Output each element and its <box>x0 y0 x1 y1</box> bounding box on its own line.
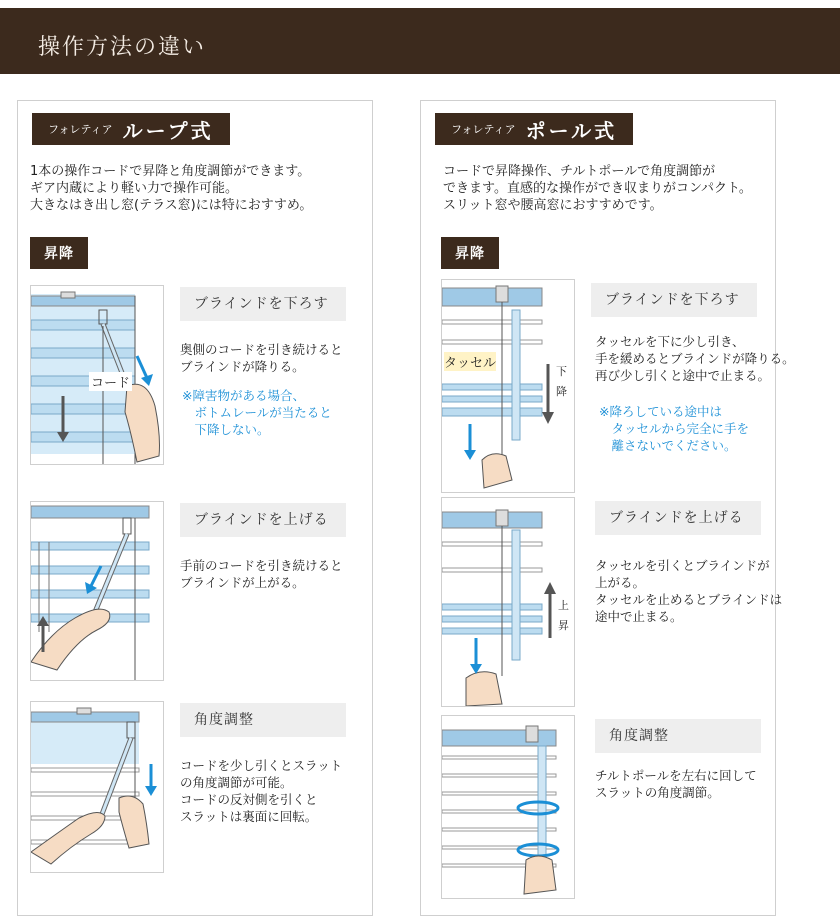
text-line: ブラインドが降りる。 <box>180 359 305 374</box>
step-raise-text <box>180 557 343 591</box>
text-line: 上がる。 <box>595 575 646 590</box>
method-label: ポール式 <box>525 118 618 143</box>
note-line: ※降ろしている途中は <box>599 404 722 419</box>
note-line: 離さないでください。 <box>599 438 737 453</box>
step-raise-title: ブラインドを上げる <box>595 501 761 535</box>
step-raise-title: ブラインドを上げる <box>180 503 346 537</box>
desc-line: スリット窓や腰高窓におすすめです。 <box>443 198 663 213</box>
loop-description <box>30 163 370 214</box>
desc-line: できます。直感的な操作ができ収まりがコンパクト。 <box>443 181 752 196</box>
step-lower-title: ブラインドを下ろす <box>180 287 346 321</box>
text-line: 奥側のコードを引き続けると <box>180 342 343 357</box>
up-char: 上 <box>558 599 569 612</box>
note-line: タッセルから完全に手を <box>599 421 750 436</box>
note-line: ボトムレールが当たると <box>182 405 332 420</box>
text-line: ブラインドが上がる。 <box>180 575 305 590</box>
text-line: スラットは裏面に回転。 <box>180 809 318 824</box>
desc-line: 1本の操作コードで昇降と角度調節ができます。 <box>30 164 311 179</box>
step-tilt-title: 角度調整 <box>180 703 346 737</box>
brand-label: フォレティア <box>48 123 113 136</box>
step-tilt-title: 角度調整 <box>595 719 761 753</box>
text-line: タッセルを引くとブラインドが <box>595 558 770 573</box>
text-line: タッセルを止めるとブラインドは <box>595 592 783 607</box>
step-lower-text <box>180 341 343 375</box>
pole-type-panel <box>420 100 795 916</box>
desc-line: ギア内蔵により軽い力で操作可能。 <box>30 181 239 196</box>
step-tilt-text <box>180 757 342 825</box>
pole-description <box>443 163 783 214</box>
text-line: スラットの角度調節。 <box>595 785 720 800</box>
lift-tag: 昇降 <box>441 237 499 269</box>
loop-type-title <box>32 113 230 145</box>
text-line: 再び少し引くと途中で止まる。 <box>595 368 771 383</box>
loop-type-panel <box>17 100 373 916</box>
up-label <box>558 596 569 636</box>
text-line: コードを少し引くとスラット <box>180 758 343 773</box>
raise-blind-illustration <box>30 501 164 681</box>
down-char: 下 <box>556 365 567 378</box>
cord-label: コード <box>89 372 132 391</box>
step-raise-text <box>595 557 782 625</box>
down-char: 降 <box>556 385 567 398</box>
step-tilt-text <box>595 767 757 801</box>
raise-blind-illustration <box>441 497 575 707</box>
note-line: ※障害物がある場合、 <box>182 388 305 403</box>
step-lower-note <box>599 403 749 454</box>
step-lower-title: ブラインドを下ろす <box>591 283 757 317</box>
text-line: の角度調節が可能。 <box>180 775 293 790</box>
text-line: 途中で止まる。 <box>595 609 683 624</box>
pole-type-title <box>435 113 633 145</box>
up-char: 昇 <box>558 619 569 632</box>
text-line: コードの反対側を引くと <box>180 792 318 807</box>
note-line: 下降しない。 <box>182 422 270 437</box>
text-line: 手前のコードを引き続けると <box>180 558 343 573</box>
lower-blind-illustration <box>30 285 164 465</box>
text-line: 手を緩めるとブラインドが降りる。 <box>595 351 795 366</box>
step-lower-note <box>182 387 332 438</box>
text-line: タッセルを下に少し引き、 <box>595 334 745 349</box>
brand-label: フォレティア <box>451 123 516 136</box>
tilt-illustration <box>441 715 575 899</box>
step-lower-text <box>595 333 795 384</box>
lower-blind-illustration <box>441 279 575 493</box>
down-label <box>556 362 567 402</box>
tilt-illustration <box>30 701 164 873</box>
page-title: 操作方法の違い <box>38 35 207 60</box>
text-line: チルトポールを左右に回して <box>595 768 757 783</box>
desc-line: コードで昇降操作、チルトポールで角度調節が <box>443 164 716 179</box>
lift-tag: 昇降 <box>30 237 88 269</box>
desc-line: 大きなはき出し窓(テラス窓)には特におすすめ。 <box>30 198 313 213</box>
method-label: ループ式 <box>122 118 214 143</box>
page-header <box>0 8 840 74</box>
tassel-label: タッセル <box>444 352 496 371</box>
